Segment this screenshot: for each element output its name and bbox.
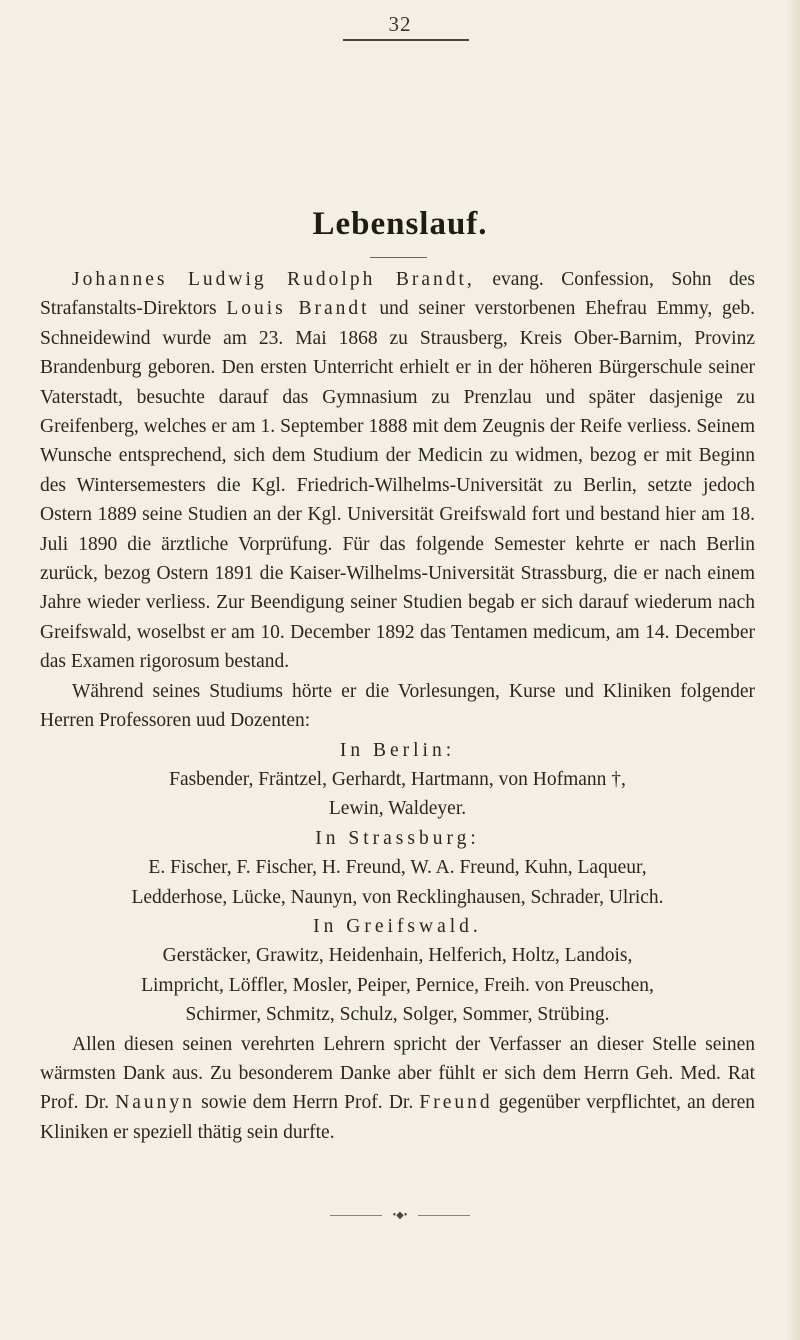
freund-name: Freund <box>419 1092 493 1114</box>
closing-ornament <box>330 1210 470 1222</box>
greifswald-teachers-line-2: Limpricht, Löffler, Mosler, Peiper, Pernice, Freih. von Preuschen, <box>141 974 654 996</box>
berlin-teachers-line-2: Lewin, Waldeyer. <box>328 798 467 820</box>
title-rule <box>370 257 427 258</box>
greifswald-teachers-line-3: Schirmer, Schmitz, Schulz, Solger, Sommer, Strübing. <box>185 1004 610 1026</box>
strassburg-teachers-line-2: Ledderhose, Lücke, Naunyn, von Recklinghausen, Schrader, Ulrich. <box>131 886 664 908</box>
berlin-teachers-line-1: Fasbender, Fräntzel, Gerhardt, Hartmann, von Hofmann †, <box>169 768 626 790</box>
strassburg-teachers <box>40 853 755 912</box>
father-name: Louis Brandt <box>226 298 370 320</box>
bio-text-b: und seiner verstorbenen Ehefrau Emmy, geb. Schneidewind wurde am 23. Mai 1868 zu Strausberg, Kreis Ober-Barnim, Provinz Brandenburg geboren. Den ersten Unterricht erhielt er in der höheren Bürgerschule seiner Vaterstadt, besuchte darauf das Gymnasium zu Prenzlau und später dasjenige zu Greifenberg, welches er am 1. September 1888 mit dem Zeugnis der Reife verliess. Seinem Wunsche entsprechend, sich dem Studium der Medicin zu widmen, bezog er mit Beginn des Wintersemesters die Kgl. Friedrich-Wilhelms-Universität zu Berlin, setzte jedoch Ostern 1889 seine Studien an der Kgl. Universität Greifswald fort und bestand hier am 18. Juli 1890 die ärztliche Vorprüfung. Für das folgende Semester kehrte er nach Berlin zurück, bezog Ostern 1891 die Kaiser-Wilhelms-Universität Strassburg, die er nach einem Jahre wieder verliess. Zur Beendigung seiner Studien begab er sich darauf wiederum nach Greifswald, woselbst er am 10. December 1892 das Tentamen medicum, am 14. December das Examen rigorosum bestand. <box>40 298 755 673</box>
ornament-rule-left <box>330 1215 382 1216</box>
berlin-heading: In Berlin: <box>339 739 456 761</box>
studies-paragraph: Während seines Studiums hörte er die Vorlesungen, Kurse und Kliniken folgender Herren Professoren uud Dozenten: <box>40 680 755 732</box>
strassburg-heading: In Strassburg: <box>315 827 480 849</box>
ornament-glyph-icon: •◆• <box>392 1210 408 1221</box>
thanks-text-b: sowie dem Herrn Prof. Dr. <box>194 1092 420 1114</box>
biography-paragraph <box>40 265 755 677</box>
author-name: Johannes Ludwig Rudolph Brandt, <box>72 269 475 290</box>
thanks-text-c: gegenüber verpflichtet, an deren Kliniken er speziell thätig sein durfte. <box>40 1092 755 1143</box>
ornament-rule-right <box>418 1215 470 1216</box>
greifswald-heading: In Greifswald. <box>313 915 482 937</box>
berlin-teachers <box>40 765 755 824</box>
page-number: 32 <box>388 12 412 36</box>
acknowledgement-paragraph <box>40 1030 755 1148</box>
page-title: Lebenslauf. <box>312 206 488 242</box>
strassburg-teachers-line-1: E. Fischer, F. Fischer, H. Freund, W. A. Freund, Kuhn, Laqueur, <box>148 857 647 879</box>
page-edge-shadow <box>786 0 800 1340</box>
thanks-text-a: Allen diesen seinen verehrten Lehrern spricht der Verfasser an dieser Stelle seinen wärmsten Dank aus. Zu besonderem Danke aber fühlt er sich dem Herrn Geh. Med. Rat Prof. Dr. <box>40 1033 755 1114</box>
bio-text-a: evang. Confession, Sohn des Strafanstalts-Direktors <box>40 269 755 320</box>
greifswald-teachers-line-1: Gerstäcker, Grawitz, Heidenhain, Helferich, Holtz, Landois, <box>162 945 633 967</box>
greifswald-teachers <box>40 941 755 1029</box>
body-text <box>40 265 755 1147</box>
naunyn-name: Naunyn <box>115 1092 195 1114</box>
page-number-rule <box>343 39 469 41</box>
